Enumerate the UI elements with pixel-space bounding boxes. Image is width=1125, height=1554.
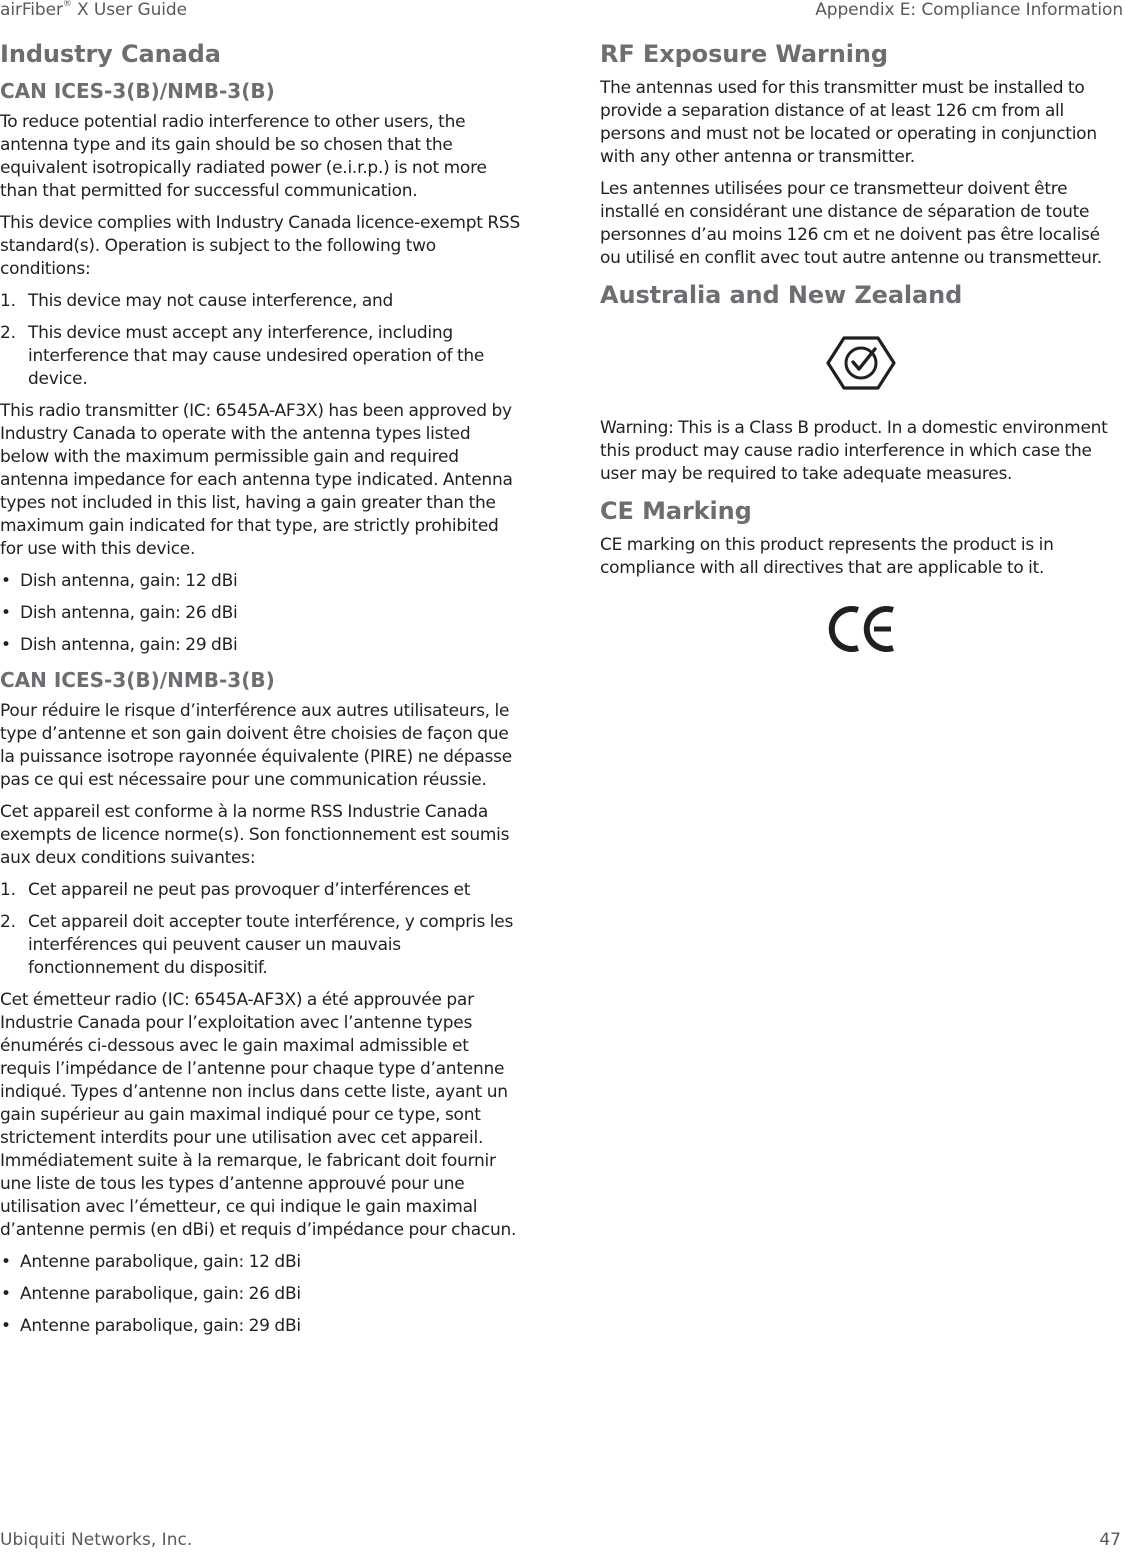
bullet: • (1, 1316, 11, 1336)
page-footer (0, 1528, 1125, 1554)
rf-exposure-heading: RF Exposure Warning (600, 40, 888, 68)
class-b-warning: Warning: This is a Class B product. In a domestic environment this product may cause radio interference in which case the user may be required to take adequate measures. (600, 418, 1108, 484)
registered-mark: ® (62, 0, 72, 10)
conditions-list-fr (0, 879, 524, 980)
section-title: Appendix E: Compliance Information (815, 0, 1123, 20)
rcm-mark (600, 319, 1122, 407)
list-item: 1. This device may not cause interference, and (0, 291, 394, 311)
conditions-list-en (0, 290, 524, 391)
ices-heading-en: CAN ICES-3(B)/NMB-3(B) (0, 79, 275, 103)
paragraph: This radio transmitter (IC: 6545A-AF3X) has been approved by Industry Canada to operate with the antenna types listed below with the maximum permissible gain and required antenna impedance for each antenna type indicated. Antenna types not included in this list, having a gain greater than the maximum gain indicated for that type, are strictly prohibited for use with this device. (0, 401, 513, 559)
paragraph: Les antennes utilisées pour ce transmetteur doivent être installé en considérant une distance de séparation de toute personnes d’au moins 126 cm et ne doivent pas être localisé ou utilisé en conflit avec tout autre antenne ou transmetteur. (600, 179, 1102, 268)
page-number: 47 (1099, 1530, 1121, 1550)
paragraph: CE marking on this product represents the product is in compliance with all directives that are applicable to it. (600, 535, 1054, 578)
paragraph: The antennas used for this transmitter must be installed to provide a separation distance of at least 126 cm from all persons and must not be located or operating in conjunction with any other antenna or transmitter. (600, 78, 1097, 167)
guide-title: airFiber® X User Guide (0, 0, 187, 20)
paragraph: Cet appareil est conforme à la norme RSS Industrie Canada exempts de licence norme(s). Son fonctionnement est soumis aux deux conditions suivantes: (0, 802, 510, 868)
running-header (0, 0, 1125, 22)
antenna-list-fr (0, 1251, 524, 1338)
ce-marking-heading: CE Marking (600, 497, 752, 525)
ce-marking-icon (825, 604, 897, 654)
ices-heading-fr: CAN ICES-3(B)/NMB-3(B) (0, 668, 275, 692)
bullet: • (1, 1284, 11, 1304)
rcm-compliance-icon (826, 335, 896, 391)
list-item: • Antenne parabolique, gain: 29 dBi (1, 1316, 301, 1336)
list-item: • Dish antenna, gain: 29 dBi (1, 635, 238, 655)
list-item: 1. Cet appareil ne peut pas provoquer d’interférences et (0, 880, 471, 900)
list-item: • Antenne parabolique, gain: 26 dBi (1, 1284, 301, 1304)
antenna-list-en (0, 570, 524, 657)
paragraph: This device complies with Industry Canada licence-exempt RSS standard(s). Operation is subject to the following two conditions: (0, 213, 520, 279)
list-item: • Dish antenna, gain: 12 dBi (1, 571, 238, 591)
list-item: • Antenne parabolique, gain: 12 dBi (1, 1252, 301, 1272)
bullet: • (1, 635, 11, 655)
paragraph: Pour réduire le risque d’interférence aux autres utilisateurs, le type d’antenne et son gain doivent être choisies de façon que la puissance isotrope rayonnée équivalente (PIRE) ne dépasse pas ce qui est nécessaire pour une communication réussie. (0, 701, 512, 790)
paragraph: Cet émetteur radio (IC: 6545A-AF3X) a été approuvée par Industrie Canada pour l’exploitation avec l’antenne types énumérés ci-dessous avec le gain maximal admissible et requis l’impédance de l’antenne pour chaque type d’antenne indiqué. Types d’antenne non inclus dans cette liste, ayant un gain supérieur au gain maximal indiqué pour ce type, sont strictement interdits pour une utilisation avec cet appareil. Immédiatement suite à la remarque, le fabricant doit fournir une liste de tous les types d’antenne approuvé pour une utilisation avec l’émetteur, ce qui indique le gain maximal d’antenne permis (en dBi) et requis d’impédance pour chacun. (0, 990, 517, 1240)
left-column (0, 38, 524, 1347)
australia-nz-heading: Australia and New Zealand (600, 281, 963, 309)
right-column (600, 38, 1122, 674)
list-item: • Dish antenna, gain: 26 dBi (1, 603, 238, 623)
bullet: • (1, 603, 11, 623)
list-item: 2. Cet appareil doit accepter toute interférence, y compris les interférences qui peuvent causer un mauvais fonctionnement du dispositif. (0, 912, 514, 978)
bullet: • (1, 1252, 11, 1272)
company-name: Ubiquiti Networks, Inc. (0, 1530, 193, 1550)
industry-canada-heading: Industry Canada (0, 40, 221, 68)
ce-mark (600, 594, 1122, 664)
paragraph: To reduce potential radio interference to other users, the antenna type and its gain should be so chosen that the equivalent isotropically radiated power (e.i.r.p.) is not more than that permitted for successful communication. (0, 112, 487, 201)
list-item: 2. This device must accept any interference, including interference that may cause undesired operation of the device. (0, 323, 485, 389)
bullet: • (1, 571, 11, 591)
